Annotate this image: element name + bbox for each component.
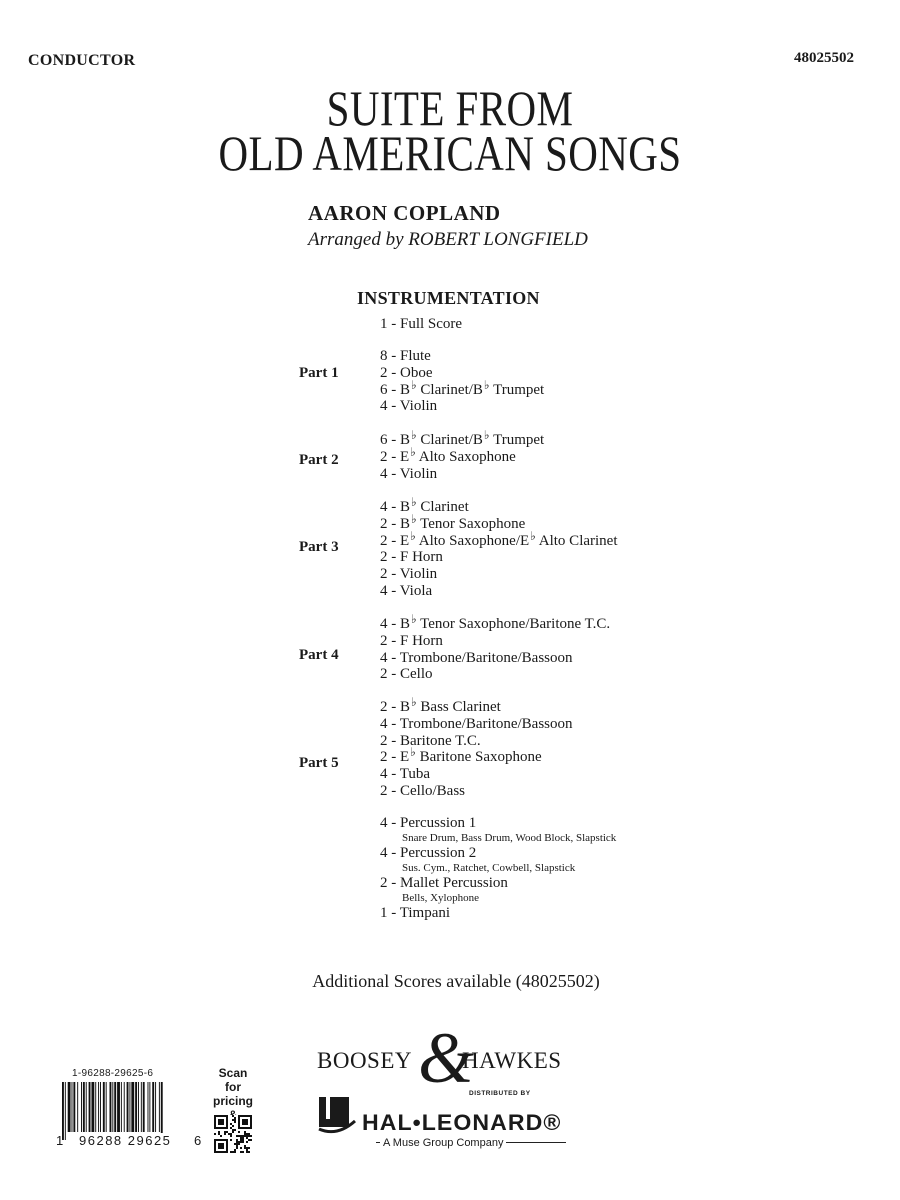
flat-symbol-icon: ♭ <box>410 745 416 760</box>
instrument-line: 2 - B♭ Tenor Saxophone <box>380 511 526 532</box>
instrument-line: 2 - Baritone T.C. <box>380 732 481 749</box>
instrument-line: 2 - E♭ Alto Saxophone <box>380 444 516 465</box>
title-line-1: SUITE FROM <box>326 80 574 136</box>
scan-line-2: pricing <box>212 1094 253 1108</box>
boosey-logo-text: BOOSEY <box>317 1048 413 1073</box>
qr-code-icon[interactable] <box>214 1115 252 1153</box>
instrument-line: 2 - F Horn <box>380 549 443 566</box>
percussion-detail: Sus. Cym., Ratchet, Cowbell, Slapstick <box>402 862 576 874</box>
flat-symbol-icon: ♭ <box>483 428 490 442</box>
instrument-line: 2 - F Horn <box>380 632 443 649</box>
barcode-digit-right: 6 <box>194 1133 202 1148</box>
arranger: Arranged by ROBERT LONGFIELD <box>308 229 588 250</box>
barcode-icon <box>58 1082 198 1140</box>
instrument-line: 2 - E♭ Baritone Saxophone <box>380 745 542 766</box>
conductor-label: CONDUCTOR <box>28 52 136 69</box>
instrument-line: 6 - B♭ Clarinet/B♭ Trumpet <box>380 377 545 398</box>
part-label-4: Part 4 <box>299 647 339 663</box>
part-5-instruments <box>380 695 573 800</box>
catalog-number: 48025502 <box>794 50 854 66</box>
percussion-line: 2 - Mallet Percussion <box>380 875 508 891</box>
instrument-line: 4 - Violin <box>380 465 438 482</box>
part-label-3: Part 3 <box>299 539 339 555</box>
barcode-digit-mid: 96288 29625 <box>76 1133 174 1148</box>
percussion-group <box>380 815 616 922</box>
part-2-instruments <box>380 428 545 482</box>
flat-symbol-icon: ♭ <box>530 528 536 543</box>
flat-symbol-icon: ♭ <box>410 444 416 459</box>
instrument-line: 8 - Flute <box>380 348 431 364</box>
barcode-digit-left: 1 <box>56 1133 64 1148</box>
muse-group-text: A Muse Group Company <box>380 1137 506 1149</box>
instrument-line: 2 - Cello/Bass <box>380 782 465 799</box>
barcode-isbn-top: 1-96288-29625-6 <box>72 1068 154 1079</box>
flat-symbol-icon: ♭ <box>411 695 417 709</box>
distributed-by-label: DISTRIBUTED BY <box>469 1090 531 1097</box>
instrument-line: 2 - Cello <box>380 666 433 683</box>
ampersand-logo: & <box>418 1018 475 1098</box>
instrument-line: 2 - B♭ Bass Clarinet <box>380 695 501 715</box>
flat-symbol-icon: ♭ <box>411 377 417 392</box>
instrument-line: 4 - Violin <box>380 398 438 415</box>
instrument-line: 4 - B♭ Tenor Saxophone/Baritone T.C. <box>380 612 611 632</box>
instrumentation-heading: INSTRUMENTATION <box>357 288 540 308</box>
percussion-detail: Bells, Xylophone <box>402 892 479 904</box>
part-label-1: Part 1 <box>299 365 339 381</box>
instrument-line: 4 - Viola <box>380 582 433 599</box>
flat-symbol-icon: ♭ <box>410 528 416 543</box>
hawkes-logo-text: HAWKES <box>462 1048 562 1073</box>
title-line-2: OLD AMERICAN SONGS <box>218 125 682 181</box>
full-score-line: 1 - Full Score <box>380 316 463 332</box>
instrument-line: 2 - Violin <box>380 566 438 583</box>
instrument-line: 4 - Trombone/Baritone/Bassoon <box>380 715 573 732</box>
instrument-line: 6 - B♭ Clarinet/B♭ Trumpet <box>380 428 545 448</box>
instrument-line: 4 - B♭ Clarinet <box>380 495 469 515</box>
flat-symbol-icon: ♭ <box>411 495 417 509</box>
flat-symbol-icon: ♭ <box>483 377 490 392</box>
percussion-line: 4 - Percussion 1 <box>380 815 477 831</box>
flat-symbol-icon: ♭ <box>411 612 417 626</box>
percussion-line: 1 - Timpani <box>380 905 451 921</box>
instrument-line: 4 - Tuba <box>380 766 431 783</box>
part-1-instruments <box>380 348 544 415</box>
flat-symbol-icon: ♭ <box>411 511 417 526</box>
flat-symbol-icon: ♭ <box>411 428 417 442</box>
instrument-line: 4 - Trombone/Baritone/Bassoon <box>380 649 573 666</box>
part-4-instruments <box>380 612 611 683</box>
additional-scores-note: Additional Scores available (48025502) <box>312 971 600 991</box>
hal-leonard-logo-text: HAL•LEONARD® <box>362 1110 562 1135</box>
instrument-line: 2 - Oboe <box>380 364 433 381</box>
part-3-instruments <box>380 495 618 600</box>
instrument-line: 2 - E♭ Alto Saxophone/E♭ Alto Clarinet <box>380 528 618 549</box>
percussion-detail: Snare Drum, Bass Drum, Wood Block, Slapstick <box>402 832 617 844</box>
part-label-5: Part 5 <box>299 755 339 771</box>
percussion-line: 4 - Percussion 2 <box>380 845 477 861</box>
hal-leonard-mark-icon <box>317 1095 357 1139</box>
part-label-2: Part 2 <box>299 452 339 468</box>
composer: AARON COPLAND <box>308 201 501 225</box>
scan-line-1: Scan for <box>218 1066 248 1094</box>
